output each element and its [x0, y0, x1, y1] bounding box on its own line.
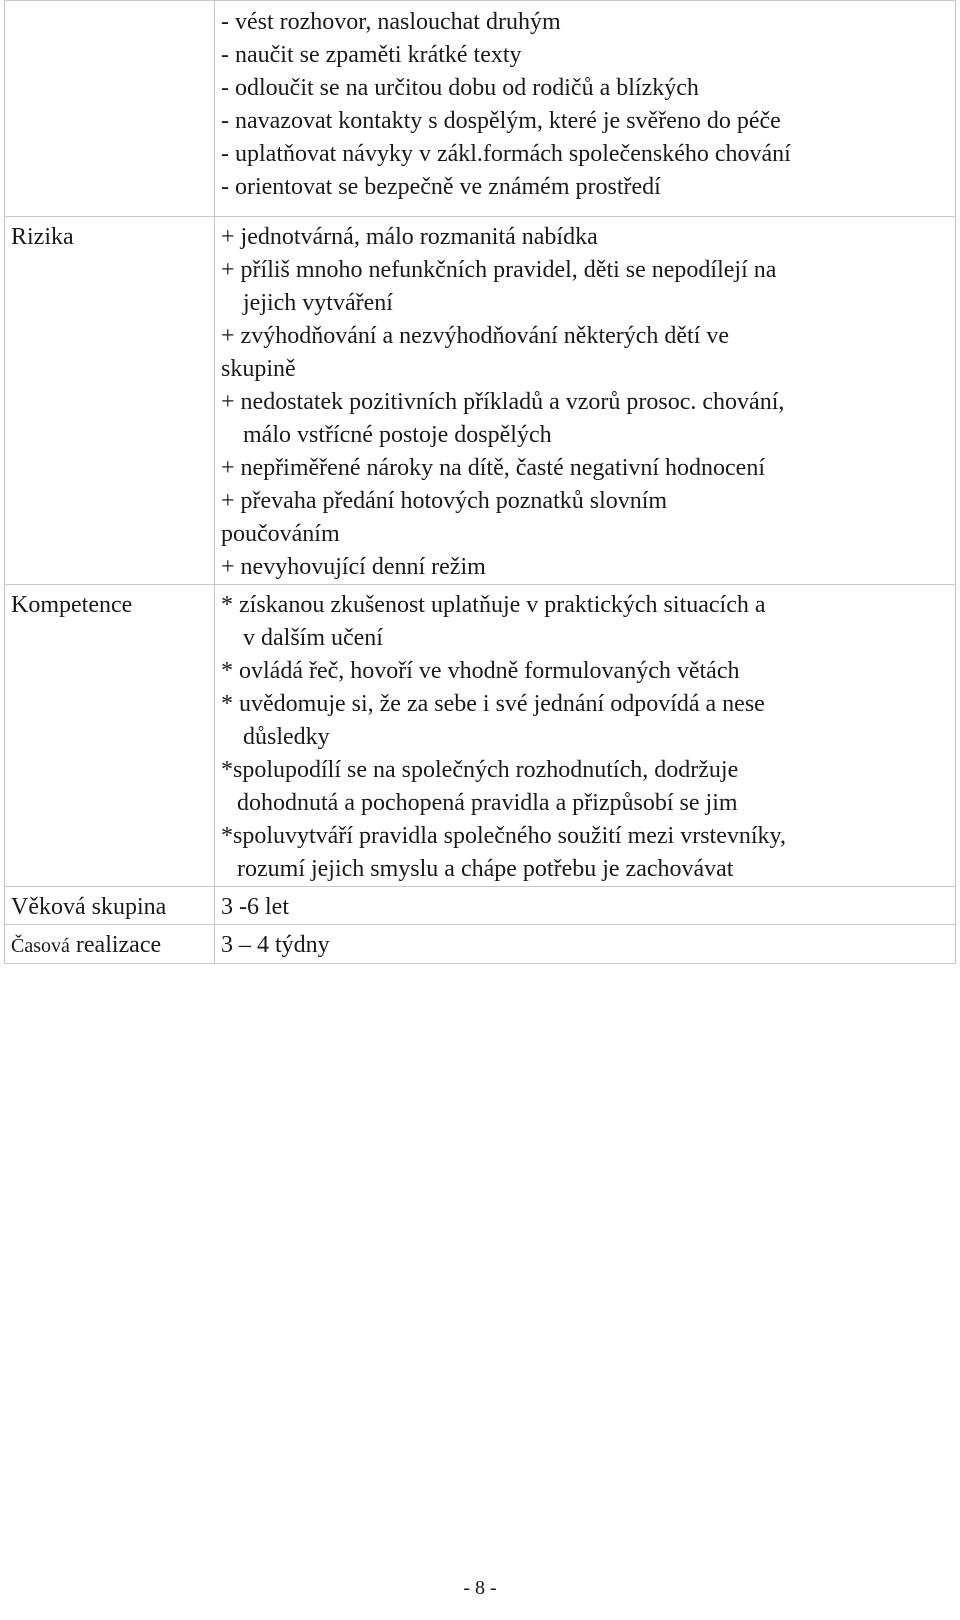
list-item: + jednotvárná, málo rozmanitá nabídka [221, 224, 598, 250]
risks-cell [215, 217, 956, 585]
list-item: + nedostatek pozitivních příkladů a vzorů prosoc. chování, [221, 389, 785, 415]
document-table [4, 0, 956, 964]
list-item: - odloučit se na určitou dobu od rodičů a blízkých [221, 75, 699, 101]
list-item: - naučit se zpaměti krátké texty [221, 42, 522, 68]
list-item: - orientovat se bezpečně ve známém prostředí [221, 174, 661, 200]
table-row-skills [5, 1, 956, 217]
table-row-risks [5, 217, 956, 585]
table-row-duration [5, 925, 956, 964]
list-item-continuation: rozumí jejich smyslu a chápe potřebu je zachovávat [237, 856, 734, 882]
list-item: + převaha předání hotových poznatků slovním [221, 488, 668, 514]
list-item-continuation: dohodnutá a pochopená pravidla a přizpůsobí se jim [237, 790, 738, 816]
row-label-age-group: Věková skupina [5, 887, 215, 925]
row-label-duration [5, 925, 215, 964]
list-item: + nevyhovující denní režim [221, 554, 486, 580]
list-item: * ovládá řeč, hovoří ve vhodně formulovaných větách [221, 658, 740, 684]
list-item-continuation: jejich vytváření [243, 290, 393, 316]
list-item: * získanou zkušenost uplatňuje v praktických situacích a [221, 592, 766, 618]
list-item-continuation: skupině [221, 356, 296, 382]
skills-cell [215, 1, 956, 217]
list-item: *spolupodílí se na společných rozhodnutích, dodržuje [221, 757, 739, 783]
row-label-empty [5, 1, 215, 217]
row-label-duration-part1: Časová [11, 935, 70, 957]
row-label-duration-part2: realizace [69, 932, 162, 958]
duration-value: 3 – 4 týdny [215, 925, 956, 964]
list-item-continuation: poučováním [221, 521, 340, 547]
list-item-continuation: důsledky [243, 724, 330, 750]
table-row-age-group [5, 887, 956, 925]
list-item: - vést rozhovor, naslouchat druhým [221, 9, 561, 35]
age-group-value: 3 -6 let [215, 887, 956, 925]
list-item: + nepřiměřené nároky na dítě, časté negativní hodnocení [221, 455, 765, 481]
list-item: * uvědomuje si, že za sebe i své jednání odpovídá a nese [221, 691, 765, 717]
table-row-competences [5, 585, 956, 887]
competences-cell [215, 585, 956, 887]
list-item: + příliš mnoho nefunkčních pravidel, děti se nepodílejí na [221, 257, 777, 283]
list-item-continuation: v dalším učení [243, 625, 383, 651]
list-item-continuation: málo vstřícné postoje dospělých [243, 422, 552, 448]
list-item: + zvýhodňování a nezvýhodňování některých dětí ve [221, 323, 730, 349]
page-number: - 8 - [463, 1577, 497, 1599]
list-item: *spoluvytváří pravidla společného soužití mezi vrstevníky, [221, 823, 786, 849]
row-label-competences: Kompetence [5, 585, 215, 887]
list-item: - uplatňovat návyky v zákl.formách společenského chování [221, 141, 791, 167]
list-item: - navazovat kontakty s dospělým, které je svěřeno do péče [221, 108, 781, 134]
row-label-risks: Rizika [5, 217, 215, 585]
